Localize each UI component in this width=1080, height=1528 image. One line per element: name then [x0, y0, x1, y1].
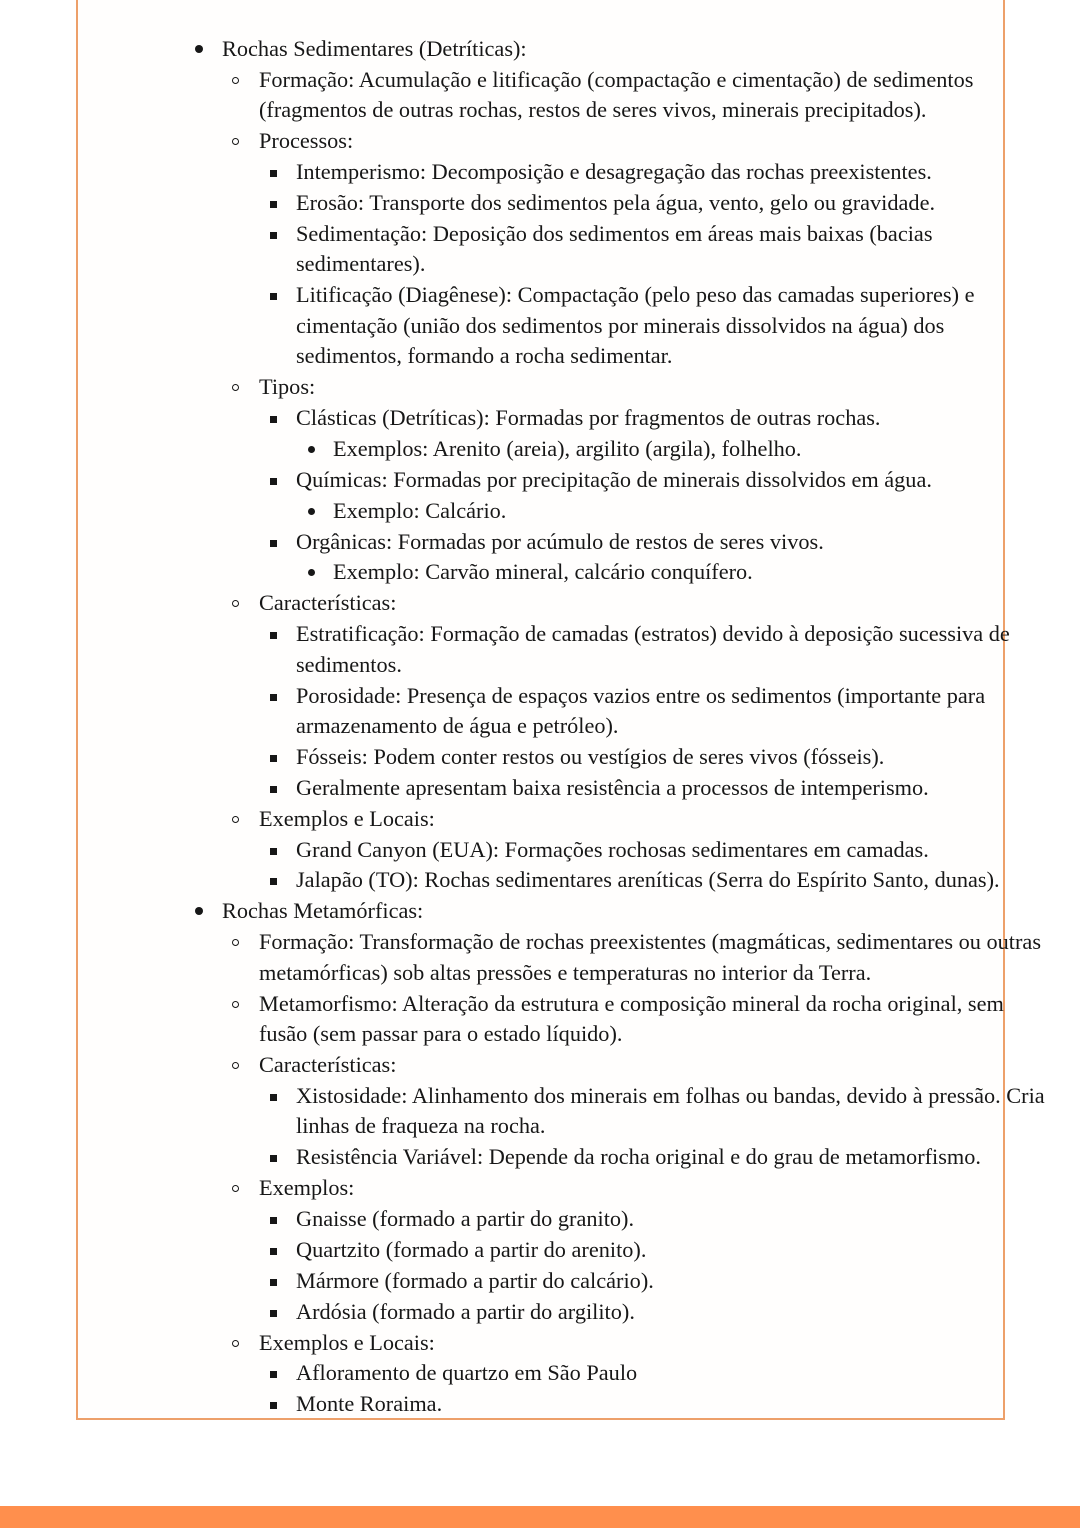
disc-bullet-icon — [308, 569, 315, 576]
outline-item-text: Orgânicas: Formadas por acúmulo de restos de seres vivos. — [296, 528, 824, 554]
square-bullet-icon — [270, 786, 277, 793]
outline-item-text: Formação: Acumulação e litificação (compactação e cimentação) de sedimentos (fragmentos de outras rochas, restos de seres vivos, minerais precipitados). — [259, 66, 974, 123]
outline-item-text: Afloramento de quartzo em São Paulo — [296, 1360, 638, 1386]
square-bullet-icon — [270, 478, 277, 485]
outline-item-sed-clasticas-ex — [296, 434, 1046, 464]
outline-sublist — [259, 835, 1046, 896]
outline-item-text: Tipos: — [259, 373, 316, 399]
circle-bullet-icon — [232, 1001, 239, 1008]
square-bullet-icon — [270, 1155, 277, 1162]
outline-item-text: Gnaisse (formado a partir do granito). — [296, 1205, 635, 1231]
outline-sublist — [259, 1358, 1046, 1419]
circle-bullet-icon — [232, 1340, 239, 1347]
outline-sublist — [259, 157, 1046, 371]
outline-item-text: Xistosidade: Alinhamento dos minerais em folhas ou bandas, devido à pressão. Cria linhas de fraqueza na rocha. — [296, 1082, 1045, 1139]
outline-item-sed-grand-canyon — [259, 835, 1046, 865]
outline-item-text: Estratificação: Formação de camadas (estratos) devido à deposição sucessiva de sedimentos. — [296, 621, 1010, 677]
outline-item-met-metamorfismo — [222, 989, 1046, 1050]
outline-item-text: Porosidade: Presença de espaços vazios entre os sedimentos (importante para armazenamento de água e petróleo). — [296, 682, 986, 738]
outline-sublist — [259, 1204, 1046, 1327]
outline-item-rochas-sedimentares — [186, 34, 1046, 896]
square-bullet-icon — [270, 1310, 277, 1317]
outline-sublist — [296, 434, 1046, 464]
outline-item-text: Exemplos e Locais: — [259, 805, 435, 831]
outline-item-text: Sedimentação: Deposição dos sedimentos em áreas mais baixas (bacias sedimentares). — [296, 220, 933, 277]
outline-item-text: Clásticas (Detríticas): Formadas por fragmentos de outras rochas. — [296, 404, 881, 430]
outline-item-text: Quartzito (formado a partir do arenito). — [296, 1236, 647, 1262]
circle-bullet-icon — [232, 1185, 239, 1192]
outline-item-text: Formação: Transformação de rochas preexistentes (magmáticas, sedimentares ou outras metamórficas) sob altas pressões e temperaturas no interior da Terra. — [259, 929, 1042, 985]
square-bullet-icon — [270, 755, 277, 762]
outline-item-text: Exemplo: Calcário. — [333, 497, 507, 523]
outline-item-text: Exemplo: Carvão mineral, calcário conquífero. — [333, 559, 753, 585]
circle-bullet-icon — [232, 600, 239, 607]
square-bullet-icon — [270, 1279, 277, 1286]
outline-item-sed-litificacao — [259, 280, 1046, 371]
outline-item-sed-intemperismo — [259, 157, 1046, 187]
circle-bullet-icon — [232, 939, 239, 946]
circle-bullet-icon — [232, 1062, 239, 1069]
square-bullet-icon — [270, 1094, 277, 1101]
outline-item-text: Metamorfismo: Alteração da estrutura e composição mineral da rocha original, sem fusão (sem passar para o estado líquido). — [259, 990, 1004, 1046]
outline-item-text: Erosão: Transporte dos sedimentos pela água, vento, gelo ou gravidade. — [296, 190, 936, 216]
square-bullet-icon — [270, 201, 277, 208]
outline-item-text: Exemplos e Locais: — [259, 1329, 435, 1355]
outline-item-sed-formacao — [222, 65, 1046, 126]
outline-item-text: Fósseis: Podem conter restos ou vestígios de seres vivos (fósseis). — [296, 743, 885, 769]
outline-item-text: Características: — [259, 590, 397, 616]
outline-item-text: Jalapão (TO): Rochas sedimentares areníticas (Serra do Espírito Santo, dunas). — [296, 867, 1000, 893]
outline-item-met-exemplos — [222, 1173, 1046, 1327]
content-frame-border — [76, 0, 1045, 1420]
outline-item-met-formacao — [222, 927, 1046, 988]
outline-item-met-caracteristicas — [222, 1050, 1046, 1173]
square-bullet-icon — [270, 416, 277, 423]
outline-sublist — [259, 1081, 1046, 1173]
circle-bullet-icon — [232, 816, 239, 823]
outline-item-sed-erosao — [259, 188, 1046, 218]
outline-sublist — [296, 557, 1046, 587]
outline-item-sed-processos — [222, 126, 1046, 371]
square-bullet-icon — [270, 694, 277, 701]
outline-sublist — [296, 496, 1046, 526]
outline-item-text: Processos: — [259, 128, 354, 154]
outline-item-text: Exemplos: Arenito (areia), argilito (argila), folhelho. — [333, 435, 802, 461]
circle-bullet-icon — [232, 138, 239, 145]
square-bullet-icon — [270, 540, 277, 547]
outline-item-sed-resistencia — [259, 773, 1046, 803]
outline-sublist — [222, 65, 1046, 896]
square-bullet-icon — [270, 878, 277, 885]
square-bullet-icon — [270, 1371, 277, 1378]
outline-list — [186, 34, 1046, 1420]
disc-bullet-icon — [195, 907, 203, 915]
outline-sublist — [259, 403, 1046, 588]
outline-item-text: Mármore (formado a partir do calcário). — [296, 1267, 654, 1293]
outline-item-text: Químicas: Formadas por precipitação de minerais dissolvidos em água. — [296, 466, 932, 492]
circle-bullet-icon — [232, 77, 239, 84]
square-bullet-icon — [270, 1402, 277, 1409]
outline-item-sed-clasticas — [259, 403, 1046, 464]
outline-item-text: Exemplos: — [259, 1175, 355, 1201]
square-bullet-icon — [270, 170, 277, 177]
outline-item-sed-exemplos-locais — [222, 804, 1046, 896]
square-bullet-icon — [270, 1248, 277, 1255]
outline-item-sed-caracteristicas — [222, 588, 1046, 803]
square-bullet-icon — [270, 293, 277, 300]
outline-item-text: Rochas Sedimentares (Detríticas): — [222, 36, 527, 61]
disc-bullet-icon — [308, 446, 315, 453]
outline-item-text: Litificação (Diagênese): Compactação (pelo peso das camadas superiores) e cimentação (união dos sedimentos por minerais dissolvidos na água) dos sedimentos, formando a rocha sedimentar. — [296, 282, 975, 369]
outline-item-met-marmore — [259, 1266, 1046, 1296]
outline-item-met-xistosidade — [259, 1081, 1046, 1142]
footer-accent-band — [0, 1506, 1080, 1528]
outline-item-met-exemplos-locais — [222, 1328, 1046, 1420]
square-bullet-icon — [270, 632, 277, 639]
outline-item-met-gnaisse — [259, 1204, 1046, 1234]
outline-item-sed-estratificacao — [259, 619, 1046, 680]
outline-item-met-quartzito — [259, 1235, 1046, 1265]
outline-item-sed-quimicas-ex — [296, 496, 1046, 526]
outline-item-text: Grand Canyon (EUA): Formações rochosas sedimentares em camadas. — [296, 836, 929, 862]
outline-item-text: Características: — [259, 1051, 397, 1077]
outline-item-met-ardosia — [259, 1297, 1046, 1327]
circle-bullet-icon — [232, 384, 239, 391]
outline-item-text: Intemperismo: Decomposição e desagregação das rochas preexistentes. — [296, 159, 932, 185]
outline-item-sed-fosseis — [259, 742, 1046, 772]
outline-item-text: Monte Roraima. — [296, 1391, 443, 1417]
outline-item-sed-quimicas — [259, 465, 1046, 526]
outline-item-sed-organicas-ex — [296, 557, 1046, 587]
outline-item-sed-sedimentacao — [259, 219, 1046, 280]
outline-item-sed-porosidade — [259, 681, 1046, 742]
square-bullet-icon — [270, 1217, 277, 1224]
outline-item-met-afloramento — [259, 1358, 1046, 1388]
outline-item-text: Geralmente apresentam baixa resistência a processos de intemperismo. — [296, 774, 929, 800]
square-bullet-icon — [270, 232, 277, 239]
disc-bullet-icon — [308, 508, 315, 515]
square-bullet-icon — [270, 848, 277, 855]
outline-item-rochas-metamorficas — [186, 896, 1046, 1419]
outline-sublist — [222, 927, 1046, 1420]
outline-item-met-resistencia — [259, 1142, 1046, 1172]
outline-item-sed-jalapao — [259, 865, 1046, 895]
outline-item-text: Ardósia (formado a partir do argilito). — [296, 1298, 635, 1324]
disc-bullet-icon — [195, 45, 203, 53]
outline-item-sed-tipos — [222, 372, 1046, 588]
outline-item-text: Rochas Metamórficas: — [222, 898, 424, 924]
outline-sublist — [259, 619, 1046, 803]
outline-item-met-roraima — [259, 1389, 1046, 1419]
outline-item-sed-organicas — [259, 527, 1046, 588]
outline-item-text: Resistência Variável: Depende da rocha original e do grau de metamorfismo. — [296, 1144, 981, 1170]
